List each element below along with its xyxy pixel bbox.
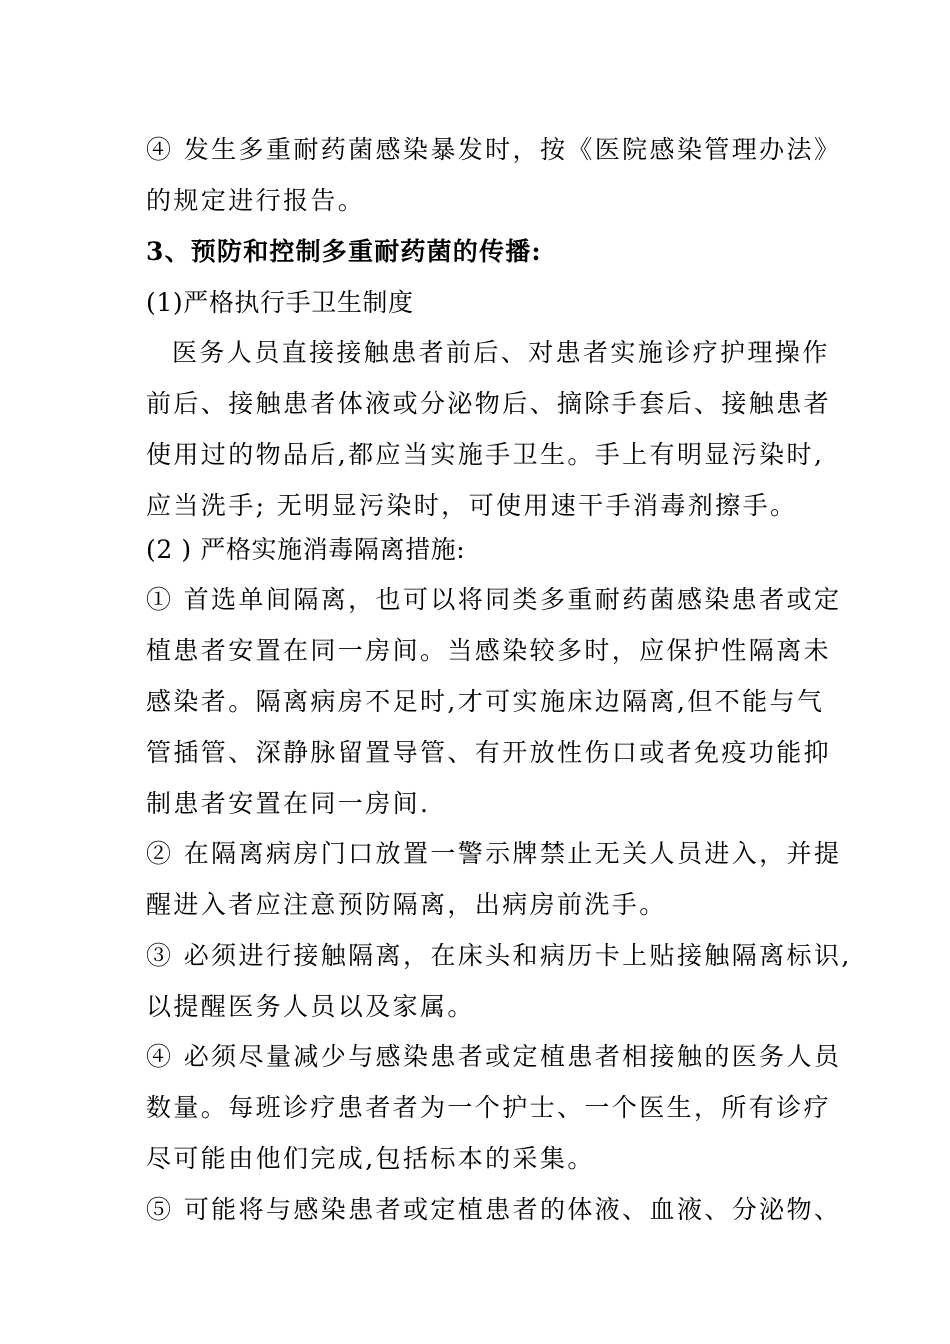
paragraph-line: 以提醒医务人员以及家属。 xyxy=(146,992,475,1021)
paragraph-line: ⑤ 可能将与感染患者或定植患者的体液、血液、分泌物、 xyxy=(146,1195,842,1224)
paragraph-line: ② 在隔离病房门口放置一警示牌禁止无关人员进入，并提 xyxy=(146,839,842,868)
paragraph-line: 医务人员直接接触患者前后、对患者实施诊疗护理操作 xyxy=(172,338,830,367)
paragraph-line-report: ④ 发生多重耐药菌感染暴发时，按《医院感染管理办法》 xyxy=(146,135,842,164)
paragraph-line: ① 首选单间隔离，也可以将同类多重耐药菌感染患者或定 xyxy=(146,585,842,614)
section-heading: 3、预防和控制多重耐药菌的传播: xyxy=(146,237,542,266)
paragraph-line: 应当洗手; 无明显污染时，可使用速干手消毒剂擦手。 xyxy=(146,491,798,520)
paragraph-line: 管插管、深静脉留置导管、有开放性伤口或者免疫功能抑 xyxy=(146,738,832,767)
paragraph-line: 植患者安置在同一房间。当感染较多时，应保护性隔离未 xyxy=(146,636,832,665)
paragraph-line: 尽可能由他们完成,包括标本的采集。 xyxy=(146,1144,595,1173)
paragraph-line: 前后、接触患者体液或分泌物后、摘除手套后、接触患者 xyxy=(146,389,832,418)
paragraph-line: 使用过的物品后,都应当实施手卫生。手上有明显污染时, xyxy=(146,440,825,469)
subheading-hand-hygiene: (1)严格执行手卫生制度 xyxy=(146,288,414,317)
paragraph-line: 制患者安置在同一房间. xyxy=(146,789,431,818)
paragraph-line: ④ 必须尽量减少与感染患者或定植患者相接触的医务人员 xyxy=(146,1042,842,1071)
paragraph-line: 数量。每班诊疗患者者为一个护士、一个医生，所有诊疗 xyxy=(146,1093,832,1122)
subheading-isolation: (2 ) 严格实施消毒隔离措施: xyxy=(146,535,466,564)
paragraph-line: 感染者。隔离病房不足时,才可实施床边隔离,但不能与气 xyxy=(146,687,825,716)
paragraph-line: ③ 必须进行接触隔离，在床头和病历卡上贴接触隔离标识, xyxy=(146,941,852,970)
paragraph-line: 醒进入者应注意预防隔离，出病房前洗手。 xyxy=(146,890,667,919)
paragraph-line: 的规定进行报告。 xyxy=(146,186,366,215)
